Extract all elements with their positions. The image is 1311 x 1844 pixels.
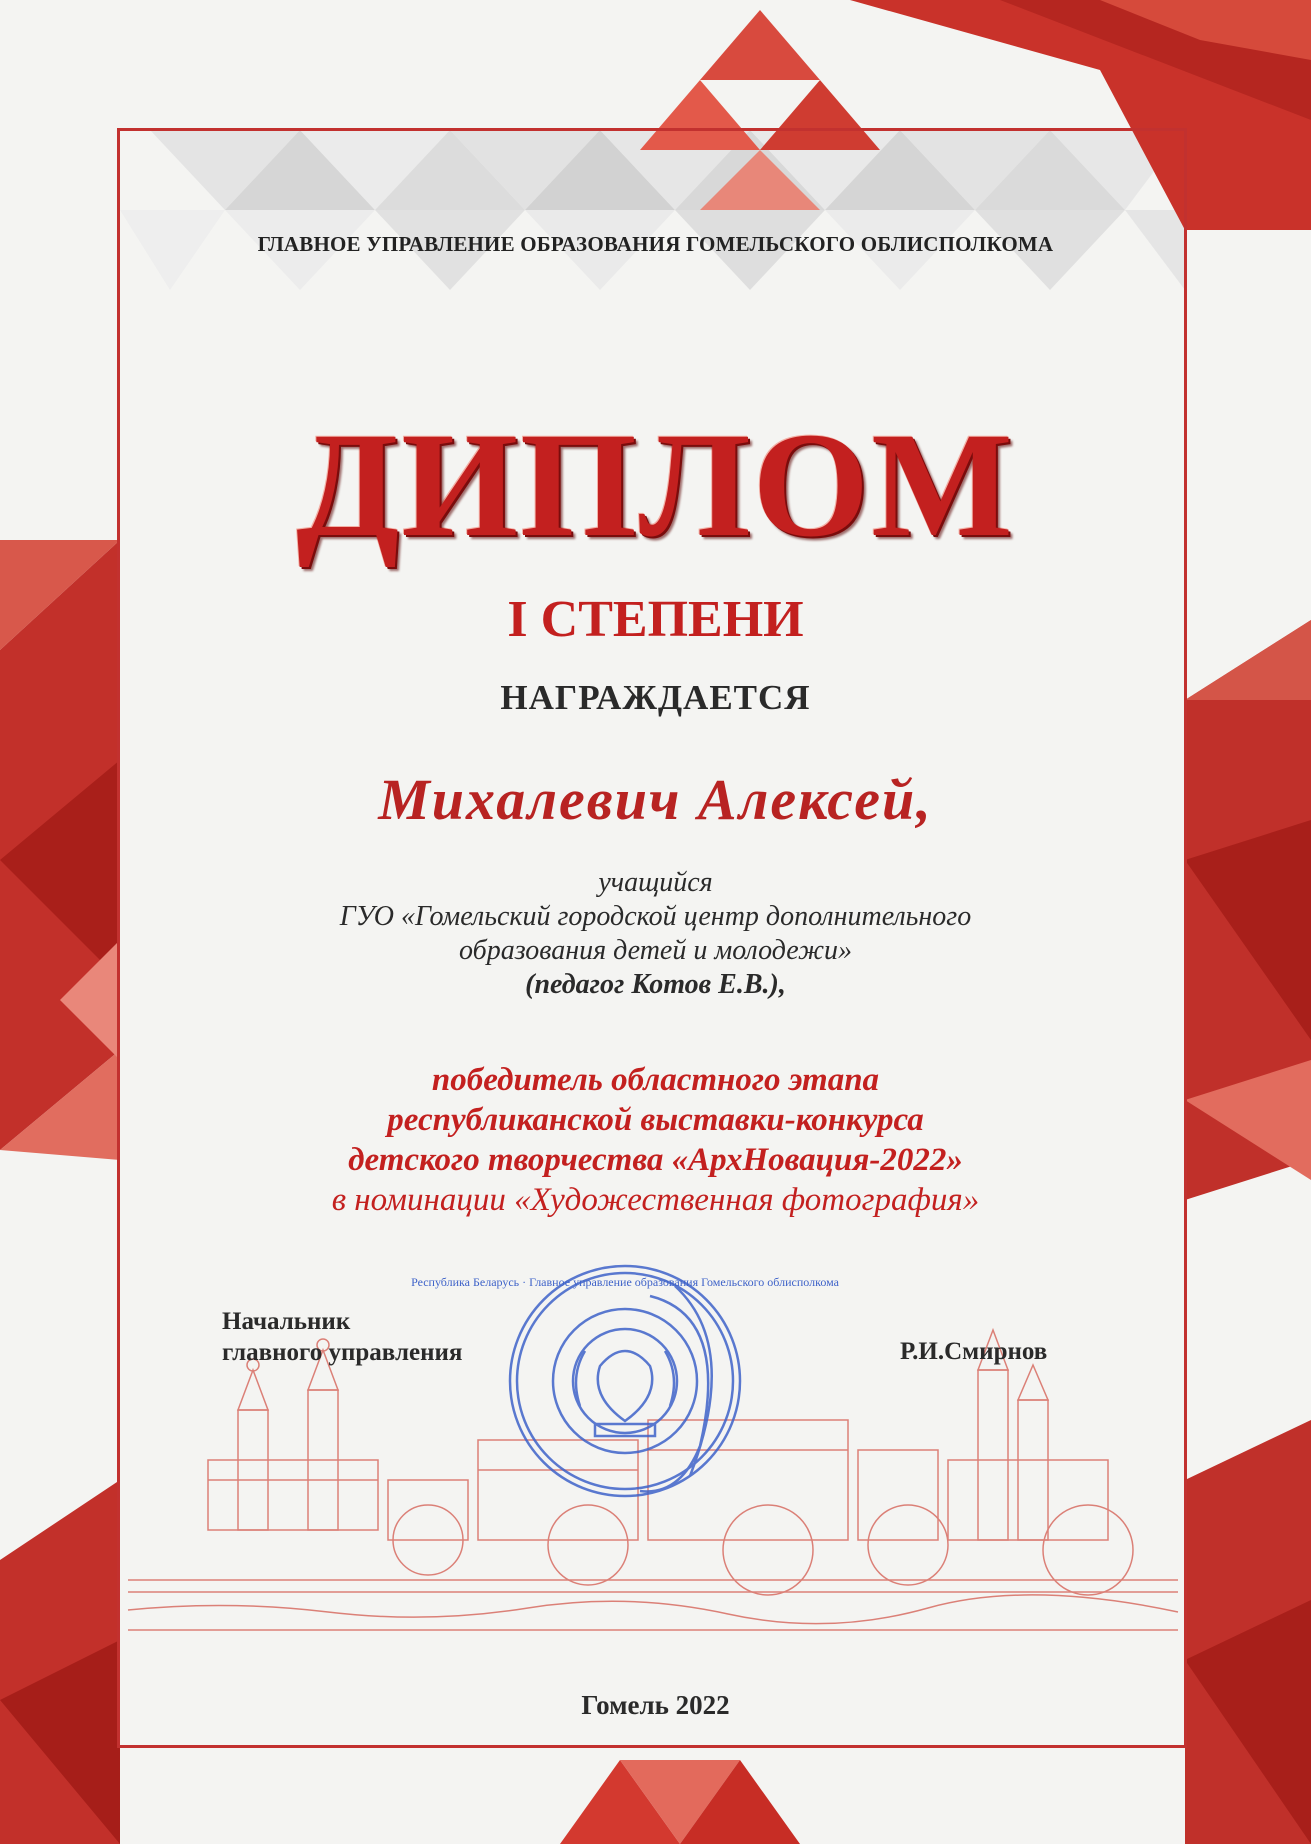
seal-text: Республика Беларусь · Главное управление образования Гомельского облисполкома <box>411 1275 839 1289</box>
student-label: учащийся <box>598 867 713 898</box>
institution-line-1: ГУО «Гомельский городской центр дополнительного <box>339 901 972 932</box>
degree-label: I СТЕПЕНИ <box>507 591 804 648</box>
diploma-title: ДИПЛОМ <box>296 402 1015 568</box>
signatory-name: Р.И.Смирнов <box>900 1338 1048 1365</box>
nomination-line: в номинации «Художественная фотография» <box>331 1182 980 1218</box>
official-seal <box>411 1256 839 1506</box>
recipient-name: Михалевич Алексей, <box>378 767 933 832</box>
awarded-label: НАГРАЖДАЕТСЯ <box>500 678 811 717</box>
winner-line-3: детского творчества «АрхНовация-2022» <box>348 1142 963 1178</box>
teacher-line: (педагог Котов Е.В.), <box>525 969 786 1000</box>
winner-line-1: победитель областного этапа <box>431 1062 880 1098</box>
winner-line-2: республиканской выставки-конкурса <box>387 1102 924 1138</box>
signatory-title-line-2: главного управления <box>222 1339 463 1366</box>
footer-city-year: Гомель 2022 <box>581 1690 730 1720</box>
ministry-header: ГЛАВНОЕ УПРАВЛЕНИЕ ОБРАЗОВАНИЯ ГОМЕЛЬСКОГО ОБЛИСПОЛКОМА <box>257 232 1054 256</box>
winner-statement <box>0 1060 1311 1220</box>
recipient-details <box>0 866 1311 1002</box>
signatory-title <box>222 1306 462 1368</box>
institution-line-2: образования детей и молодежи» <box>459 935 852 966</box>
signatory-title-line-1: Начальник <box>222 1308 351 1335</box>
